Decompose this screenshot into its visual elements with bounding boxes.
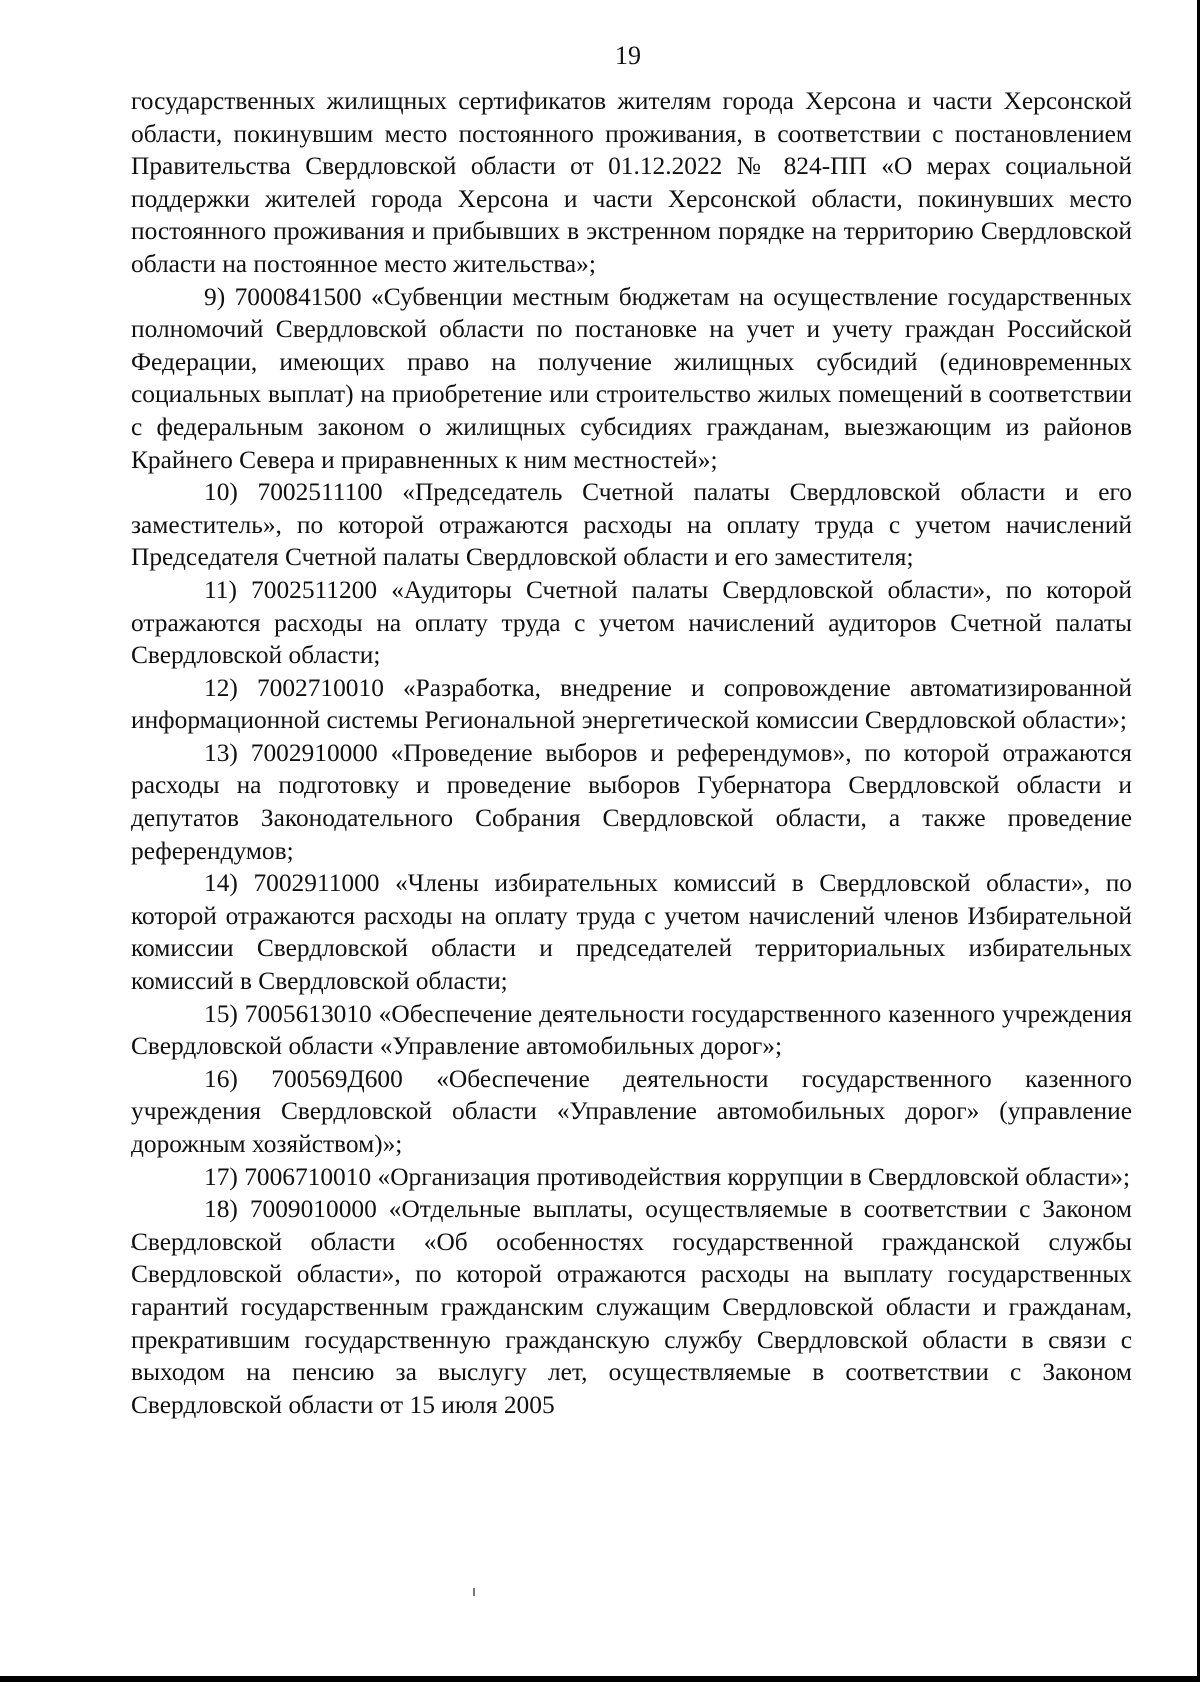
list-item-11: 11) 7002511200 «Аудиторы Счетной палаты Свердловской области», по которой отражаются расходы на оплату труда с учетом начислений аудиторов Счетной палаты Свердловской области; <box>131 575 1132 670</box>
list-item-18: 18) 7009010000 «Отдельные выплаты, осуществляемые в соответствии с Законом Свердловской области «Об особенностях государственной гражданской службы Свердловской области», по которой отражаются расходы на выплату государственных гарантий государственным гражданским служащим Свердловской области и гражданам, прекратившим государственную гражданскую службу Свердловской области в связи с выходом на пенсию за выслугу лет, осуществляемые в соответствии с Законом Свердловской области от 15 июля 2005 <box>131 1195 1132 1419</box>
document-body <box>131 85 1132 1421</box>
scan-edge-bottom <box>0 1676 1200 1682</box>
scan-speck <box>473 1588 475 1596</box>
list-item-13: 13) 7002910000 «Проведение выборов и референдумов», по которой отражаются расходы на подготовку и проведение выборов Губернатора Свердловской области и депутатов Законодательного Собрания Свердловской области, а также проведение референдумов; <box>131 738 1132 865</box>
list-item-15: 15) 7005613010 «Обеспечение деятельности государственного казенного учреждения Свердловской области «Управление автомобильных дорог»; <box>131 999 1132 1061</box>
page-number: 19 <box>615 41 641 70</box>
list-item-14: 14) 7002911000 «Члены избирательных комиссий в Свердловской области», по которой отражаются расходы на оплату труда с учетом начислений членов Избирательной комиссии Свердловской области и председателей территориальных избирательных комиссий в Свердловской области; <box>131 869 1132 996</box>
list-item-10: 10) 7002511100 «Председатель Счетной палаты Свердловской области и его заместитель», по которой отражаются расходы на оплату труда с учетом начислений Председателя Счетной палаты Свердловской области и его заместителя; <box>131 478 1132 572</box>
list-item-17: 17) 7006710010 «Организация противодействия коррупции в Свердловской области»; <box>204 1162 1131 1191</box>
list-item-12: 12) 7002710010 «Разработка, внедрение и сопровождение автоматизированной информационной системы Региональной энергетической комиссии Свердловской области»; <box>131 673 1132 735</box>
paragraph-continuation: государственных жилищных сертификатов жителям города Херсона и части Херсонской области, покинувшим место постоянного проживания, в соответствии с постановлением Правительства Свердловской области от 01.12.2022 № 824-ПП «О мерах социальной поддержки жителей города Херсона и части Херсонской области, покинувших место постоянного проживания и прибывших в экстренном порядке на территорию Свердловской области на постоянное место жительства»; <box>131 87 1132 278</box>
list-item-9: 9) 7000841500 «Субвенции местным бюджетам на осуществление государственных полномочий Свердловской области по постановке на учет и учету граждан Российской Федерации, имеющих право на получение жилищных субсидий (единовременных социальных выплат) на приобретение или строительство жилых помещений в соответствии с федеральным законом о жилищных субсидиях гражданам, выезжающим из районов Крайнего Севера и приравненных к ним местностей»; <box>131 282 1132 474</box>
list-item-16: 16) 700569Д600 «Обеспечение деятельности государственного казенного учреждения Свердловской области «Управление автомобильных дорог» (управление дорожным хозяйством)»; <box>131 1064 1132 1158</box>
